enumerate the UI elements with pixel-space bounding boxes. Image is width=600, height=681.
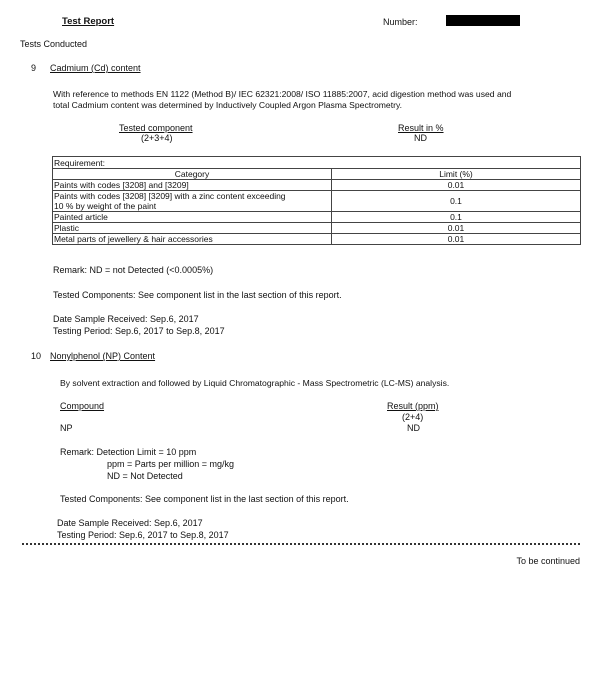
- category-cell: Plastic: [53, 223, 332, 234]
- result-ppm-value: ND: [407, 423, 420, 433]
- section10-remark-line2: ppm = Parts per million = mg/kg: [107, 459, 235, 469]
- table-row: [53, 180, 581, 191]
- section9-testing-period: Testing Period: Sep.6, 2017 to Sep.8, 2017: [53, 326, 225, 336]
- tested-component-value: (2+3+4): [141, 133, 173, 143]
- limit-cell: 0.01: [332, 180, 581, 191]
- section9-method-line2: total Cadmium content was determined by Inductively Coupled Argon Plasma Spectrometry.: [53, 100, 403, 110]
- result-percent-header: Result in %: [398, 123, 444, 133]
- category-cell-line2: 10 % by weight of the paint: [54, 201, 157, 211]
- requirement-label: Requirement:: [53, 157, 581, 169]
- tests-conducted-heading: Tests Conducted: [20, 39, 88, 49]
- section10-index: 10: [31, 351, 42, 361]
- section9-remark: Remark: ND = not Detected (<0.0005%): [53, 265, 214, 275]
- section10-title: Nonylphenol (NP) Content: [50, 351, 156, 361]
- compound-header: Compound: [60, 401, 105, 411]
- table-row: [53, 223, 581, 234]
- to-be-continued: To be continued: [516, 556, 580, 566]
- table-row: [53, 191, 581, 212]
- section10-tested-components: Tested Components: See component list in the last section of this report.: [60, 494, 349, 504]
- category-cell: Paints with codes [3208] and [3209]: [53, 180, 332, 191]
- category-cell: [53, 191, 332, 212]
- limit-cell: 0.1: [332, 212, 581, 223]
- section9-date-received: Date Sample Received: Sep.6, 2017: [53, 314, 199, 324]
- limit-cell: 0.1: [332, 191, 581, 212]
- category-cell: Painted article: [53, 212, 332, 223]
- section9-method-line1: With reference to methods EN 1122 (Method B)/ IEC 62321:2008/ ISO 11885:2007, acid digestion method was used and: [53, 89, 512, 99]
- section10-remark-line3: ND = Not Detected: [107, 471, 183, 481]
- table-row: [53, 234, 581, 245]
- category-cell-line1: Paints with codes [3208] [3209] with a zinc content exceeding: [54, 191, 286, 201]
- section10-method: By solvent extraction and followed by Liquid Chromatographic - Mass Spectrometric (LC-MS) analysis.: [60, 378, 450, 388]
- section10-date-received: Date Sample Received: Sep.6, 2017: [57, 518, 203, 528]
- result-ppm-sub: (2+4): [402, 412, 424, 422]
- section10-remark-line1: Remark: Detection Limit = 10 ppm: [60, 447, 197, 457]
- section9-index: 9: [31, 63, 37, 73]
- section9-tested-components: Tested Components: See component list in the last section of this report.: [53, 290, 342, 300]
- result-ppm-header: Result (ppm): [387, 401, 439, 411]
- category-column-header: Category: [53, 169, 332, 180]
- compound-value: NP: [60, 423, 73, 433]
- result-percent-value: ND: [414, 133, 427, 143]
- limit-cell: 0.01: [332, 223, 581, 234]
- table-row: [53, 212, 581, 223]
- section9-title: Cadmium (Cd) content: [50, 63, 141, 73]
- requirement-table: [52, 156, 581, 245]
- table-row: [53, 157, 581, 169]
- report-number-label: Number:: [383, 17, 418, 27]
- redacted-number: [446, 15, 520, 26]
- tested-component-header: Tested component: [119, 123, 193, 133]
- report-title: Test Report: [62, 16, 115, 27]
- limit-cell: 0.01: [332, 234, 581, 245]
- section-separator: [22, 543, 580, 545]
- table-header-row: [53, 169, 581, 180]
- category-cell: Metal parts of jewellery & hair accessories: [53, 234, 332, 245]
- section10-testing-period: Testing Period: Sep.6, 2017 to Sep.8, 2017: [57, 530, 229, 540]
- limit-column-header: Limit (%): [332, 169, 581, 180]
